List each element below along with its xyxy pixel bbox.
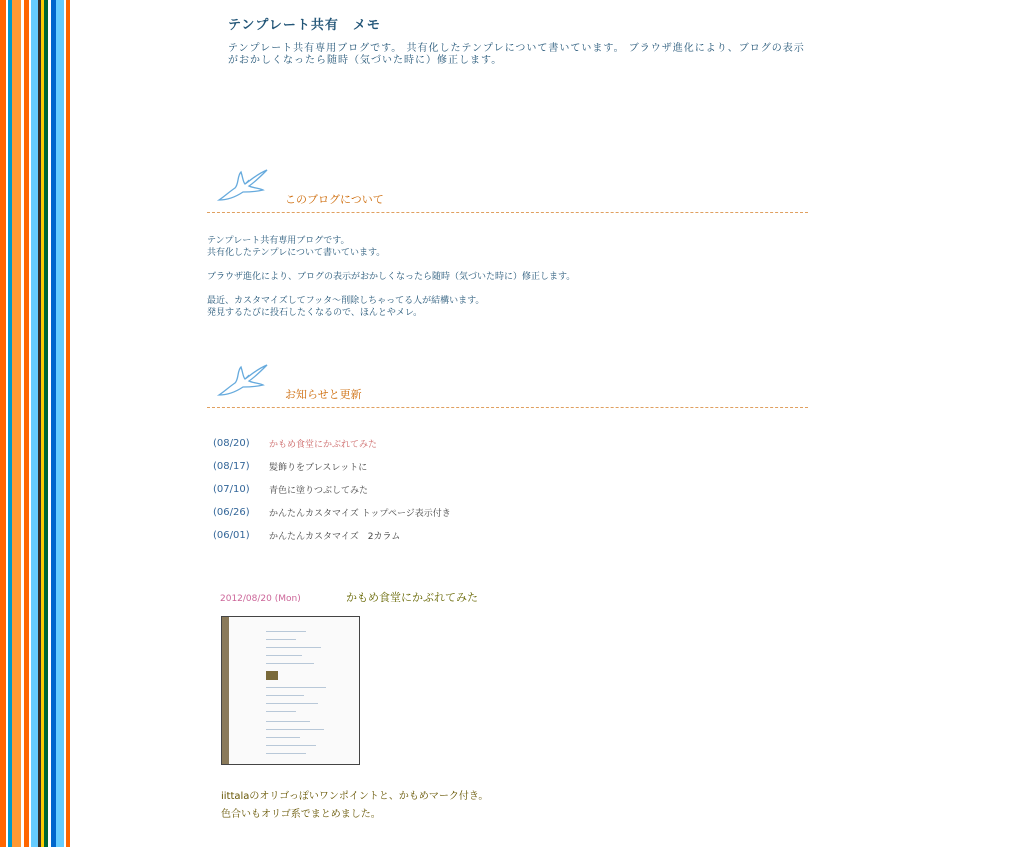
thumbnail-text-line	[266, 695, 304, 696]
news-date: (08/17)	[213, 461, 250, 472]
thumbnail-text-line	[266, 655, 302, 656]
news-date: (06/26)	[213, 507, 250, 518]
seagull-icon	[215, 357, 271, 399]
seagull-icon	[215, 162, 271, 204]
about-line: テンプレート共有専用ブログです。	[207, 236, 350, 246]
site-title[interactable]: テンプレート共有 メモ	[228, 18, 381, 33]
thumbnail-text-line	[266, 737, 300, 738]
news-link[interactable]: かもめ食堂にかぶれてみた	[269, 440, 378, 450]
stripe	[12, 0, 21, 847]
about-line: 共有化したテンプレについて書いています。	[207, 248, 386, 258]
news-date: (08/20)	[213, 438, 250, 449]
stripe	[66, 0, 70, 847]
news-link[interactable]: かんたんカスタマイズ トップページ表示付き	[269, 509, 451, 519]
news-date: (07/10)	[213, 484, 250, 495]
news-item	[213, 432, 451, 455]
news-date: (06/01)	[213, 530, 250, 541]
decorative-stripes	[0, 0, 70, 847]
thumbnail-text-line	[266, 639, 296, 640]
thumbnail-text-line	[266, 753, 306, 754]
entry-title-link[interactable]: かもめ食堂にかぶれてみた	[346, 591, 478, 604]
news-item	[213, 524, 451, 547]
section-title: このブログについて	[285, 193, 384, 206]
thumbnail-text-line	[266, 729, 324, 730]
section-header-news	[207, 357, 808, 408]
entry-screenshot-thumbnail[interactable]	[221, 616, 360, 765]
thumbnail-text-line	[266, 663, 314, 664]
stripe	[31, 0, 38, 847]
thumbnail-text-line	[266, 745, 316, 746]
about-line: 最近、カスタマイズしてフッタ～削除しちゃってる人が結構います。	[207, 296, 485, 306]
entry-body-line: iittalaのオリゴっぽいワンポイントと、かもめマーク付き。	[221, 791, 489, 802]
blog-header	[228, 14, 808, 67]
thumbnail-text-line	[266, 687, 326, 688]
about-line: ブラウザ進化により、ブログの表示がおかしくなったら随時（気づいた時に）修正します。	[207, 272, 576, 282]
thumbnail-photo	[266, 671, 278, 680]
news-link[interactable]: 青色に塗りつぶしてみた	[269, 486, 369, 496]
news-list	[213, 432, 451, 547]
thumbnail-text-line	[266, 703, 318, 704]
thumbnail-text-line	[266, 631, 306, 632]
stripe	[56, 0, 64, 847]
thumbnail-text-line	[266, 711, 296, 712]
about-line: 発見するたびに投石したくなるので、ほんとやメレ。	[207, 308, 423, 318]
entry-body-line: 色合いもオリゴ系でまとめました。	[221, 809, 381, 820]
thumbnail-text-line	[266, 721, 310, 722]
thumbnail-text-line	[266, 647, 321, 648]
news-item	[213, 501, 451, 524]
news-item	[213, 478, 451, 501]
news-item	[213, 455, 451, 478]
entry-date: 2012/08/20 (Mon)	[220, 594, 301, 604]
entry-header	[220, 589, 808, 605]
news-link[interactable]: かんたんカスタマイズ 2カラム	[269, 532, 401, 542]
thumbnail-sidebar	[222, 617, 229, 764]
section-header-about	[207, 162, 808, 213]
about-text	[207, 235, 808, 331]
entry-body	[221, 788, 488, 824]
site-description: テンプレート共有専用ブログです。 共有化したテンプレについて書いています。 ブラウザ進化により、ブログの表示がおかしくなったら随時（気づいた時に）修正します。	[228, 43, 805, 66]
news-link[interactable]: 髪飾りをブレスレットに	[269, 463, 368, 473]
section-title: お知らせと更新	[285, 388, 362, 401]
